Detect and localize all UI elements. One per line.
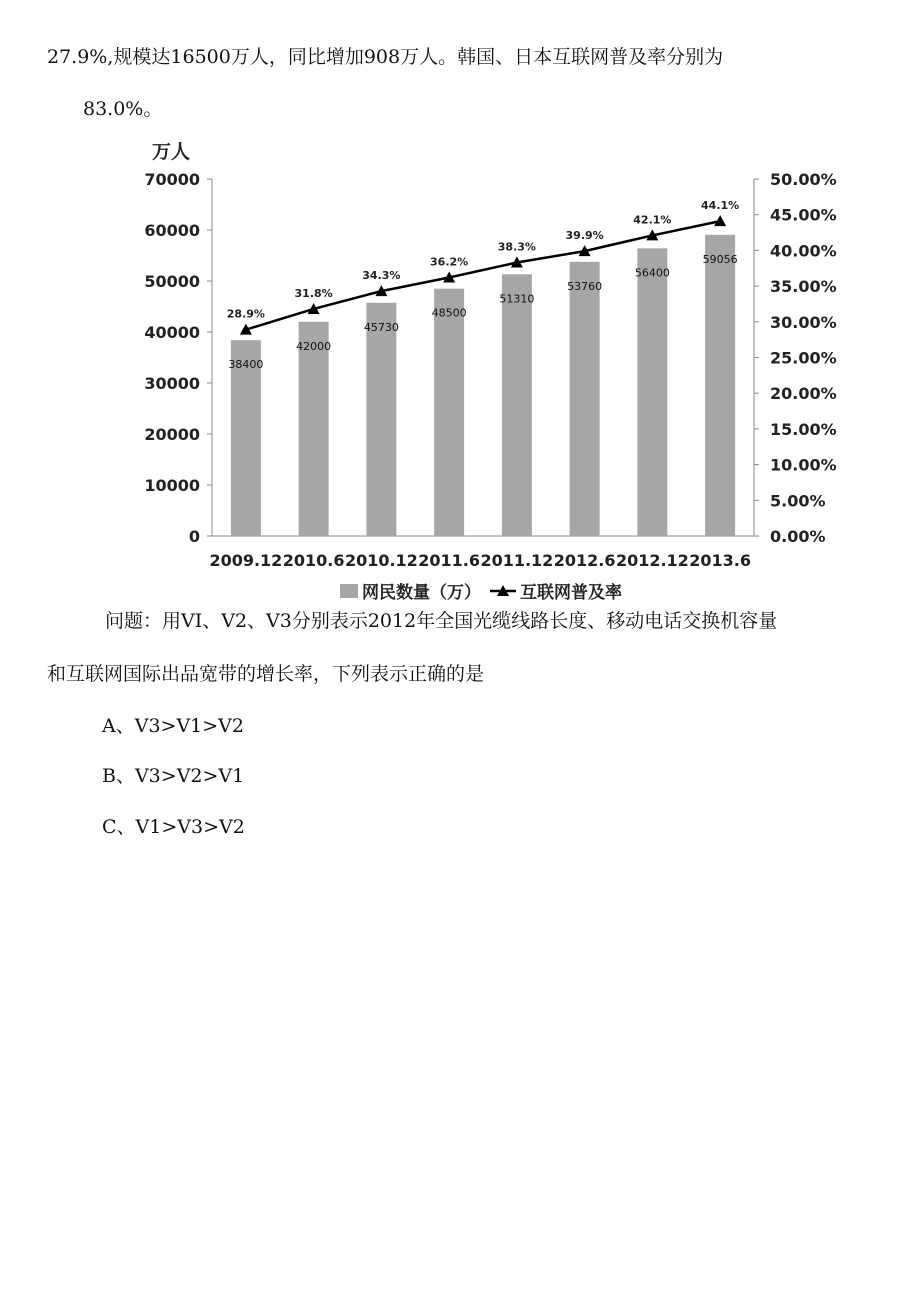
question-line-1: 问题：用VI、V2、V3分别表示2012年全国光缆线路长度、移动电话交换机容量 xyxy=(105,610,778,632)
bar-value-label: 51310 xyxy=(499,292,535,306)
y-tick-label: 50000 xyxy=(144,272,200,291)
y2-tick-label: 45.00% xyxy=(770,205,837,225)
x-tick-label: 2013.6 xyxy=(689,551,751,570)
y2-tick-label: 0.00% xyxy=(770,527,826,546)
question-line-2: 和互联网国际出品宽带的增长率，下列表示正确的是 xyxy=(47,663,485,685)
y2-tick-label: 5.00% xyxy=(770,491,826,511)
y-tick-label: 70000 xyxy=(144,170,200,189)
rate-value-label: 38.3% xyxy=(497,240,536,254)
y-tick-label: 0 xyxy=(188,527,200,546)
y-tick-label: 10000 xyxy=(144,476,200,495)
legend-bar-swatch xyxy=(340,584,358,598)
rate-value-label: 28.9% xyxy=(226,307,265,321)
bar xyxy=(570,262,600,536)
rate-value-label: 42.1% xyxy=(633,213,672,227)
bar-value-label: 45730 xyxy=(363,320,399,334)
bar xyxy=(434,289,464,536)
y-tick-label: 40000 xyxy=(144,323,200,342)
y2-tick-label: 35.00% xyxy=(770,277,837,297)
y-tick-label: 60000 xyxy=(144,221,200,240)
rate-value-label: 44.1% xyxy=(701,199,740,213)
bar xyxy=(705,235,735,536)
rate-point-marker xyxy=(714,215,726,226)
x-tick-label: 2010.6 xyxy=(282,551,345,570)
x-tick-label: 2012.12 xyxy=(615,551,689,570)
legend-line-label: 互联网普及率 xyxy=(520,583,622,603)
bar xyxy=(502,274,532,536)
option-c[interactable]: C、V1>V3>V2 xyxy=(102,816,245,838)
rate-value-label: 36.2% xyxy=(430,255,469,269)
y2-tick-label: 25.00% xyxy=(770,348,837,368)
bar xyxy=(366,303,396,536)
legend-bar-label: 网民数量（万） xyxy=(362,583,481,603)
bar-value-label: 48500 xyxy=(431,306,467,320)
y2-tick-label: 30.00% xyxy=(770,312,837,332)
option-a[interactable]: A、V3>V1>V2 xyxy=(102,715,244,737)
rate-value-label: 39.9% xyxy=(565,229,604,243)
paragraph-line-1: 27.9%,规模达16500万人，同比增加908万人。韩国、日本互联网普及率分别为 xyxy=(47,46,724,68)
x-tick-label: 2010.12 xyxy=(344,551,418,570)
bar xyxy=(299,322,329,536)
y2-tick-label: 15.00% xyxy=(770,419,837,439)
bar-value-label: 59056 xyxy=(702,252,738,266)
x-tick-label: 2009.12 xyxy=(209,551,283,570)
rate-value-label: 31.8% xyxy=(294,286,333,300)
y-tick-label: 20000 xyxy=(144,425,200,444)
y2-tick-label: 10.00% xyxy=(770,455,837,475)
x-tick-label: 2011.6 xyxy=(418,551,480,570)
chart xyxy=(140,134,840,604)
rate-value-label: 34.3% xyxy=(362,269,401,283)
y2-tick-label: 40.00% xyxy=(770,241,837,261)
bar xyxy=(637,248,667,536)
bar-value-label: 56400 xyxy=(634,266,670,280)
x-tick-label: 2012.6 xyxy=(553,551,616,570)
option-b[interactable]: B、V3>V2>V1 xyxy=(102,765,245,787)
y2-tick-label: 50.00% xyxy=(770,170,837,189)
y-tick-label: 30000 xyxy=(144,374,200,393)
y-axis-label: 万人 xyxy=(152,141,191,163)
bar-value-label: 38400 xyxy=(228,358,264,372)
bar-value-label: 42000 xyxy=(296,339,332,353)
bar-value-label: 53760 xyxy=(567,279,603,293)
y2-tick-label: 20.00% xyxy=(770,384,837,404)
x-tick-label: 2011.12 xyxy=(480,551,554,570)
paragraph-line-2: 83.0%。 xyxy=(83,98,163,120)
